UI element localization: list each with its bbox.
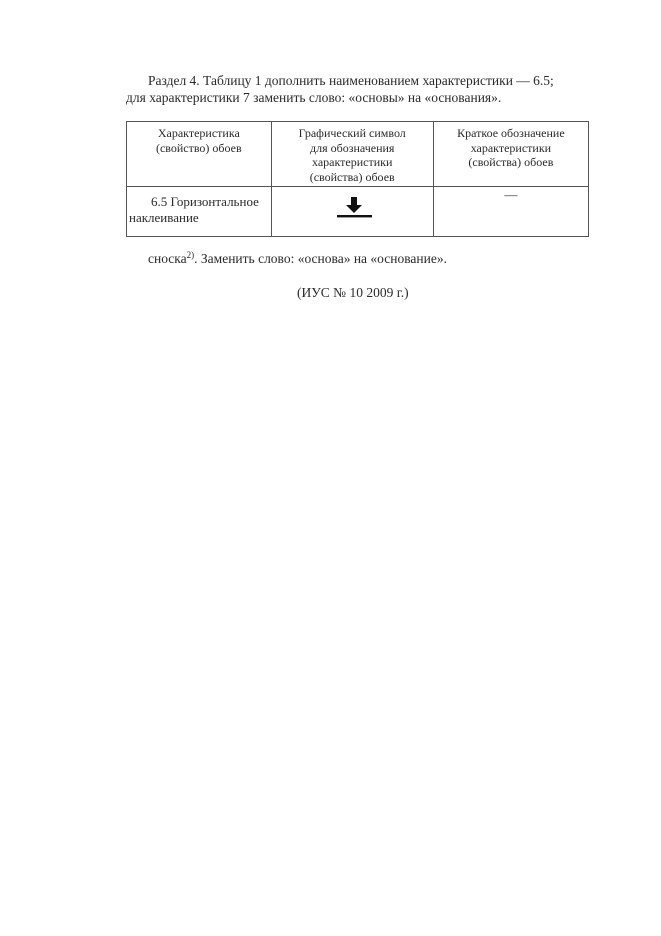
header-line: Характеристика bbox=[157, 126, 240, 140]
header-graphic-symbol bbox=[271, 122, 433, 187]
arrow-down-to-line-icon bbox=[334, 196, 374, 220]
footnote-superscript: 2) bbox=[186, 250, 195, 260]
header-characteristic bbox=[127, 122, 272, 187]
cell-graphic-symbol bbox=[271, 187, 433, 237]
amendment-line-2: для характеристики 7 заменить слово: «основы» на «основания». bbox=[126, 90, 502, 105]
footnote-prefix: сноска bbox=[148, 251, 187, 266]
header-line: Краткое обозначение bbox=[457, 126, 565, 140]
header-line: (свойства) обоев bbox=[309, 169, 395, 184]
characteristic-name-line-1: 6.5 Горизонтальное bbox=[151, 194, 259, 209]
header-line: Графический символ bbox=[298, 126, 406, 140]
header-line: характеристики bbox=[470, 140, 552, 155]
source-note: (ИУС № 10 2009 г.) bbox=[297, 285, 409, 300]
footnote-amendment-paragraph bbox=[148, 250, 618, 267]
header-line: (свойства) обоев bbox=[468, 155, 554, 169]
footnote-suffix: . Заменить слово: «основа» на «основание». bbox=[194, 251, 447, 266]
wallpaper-characteristics-table bbox=[126, 121, 589, 237]
amendment-line-1: Раздел 4. Таблицу 1 дополнить наименованием характеристики — 6.5; bbox=[148, 73, 554, 88]
cell-short-designation bbox=[433, 187, 588, 237]
table-header-row bbox=[127, 122, 589, 187]
table-row bbox=[127, 187, 589, 237]
header-short-designation bbox=[433, 122, 588, 187]
short-designation-value: — bbox=[504, 187, 518, 202]
header-line: (свойство) обоев bbox=[155, 140, 242, 155]
cell-characteristic-name bbox=[127, 187, 272, 237]
amendment-paragraph-section-4 bbox=[126, 72, 596, 106]
characteristic-name-line-2: наклеивание bbox=[129, 210, 199, 225]
header-line: для обозначения bbox=[309, 140, 395, 155]
header-line: характеристики bbox=[312, 155, 393, 169]
